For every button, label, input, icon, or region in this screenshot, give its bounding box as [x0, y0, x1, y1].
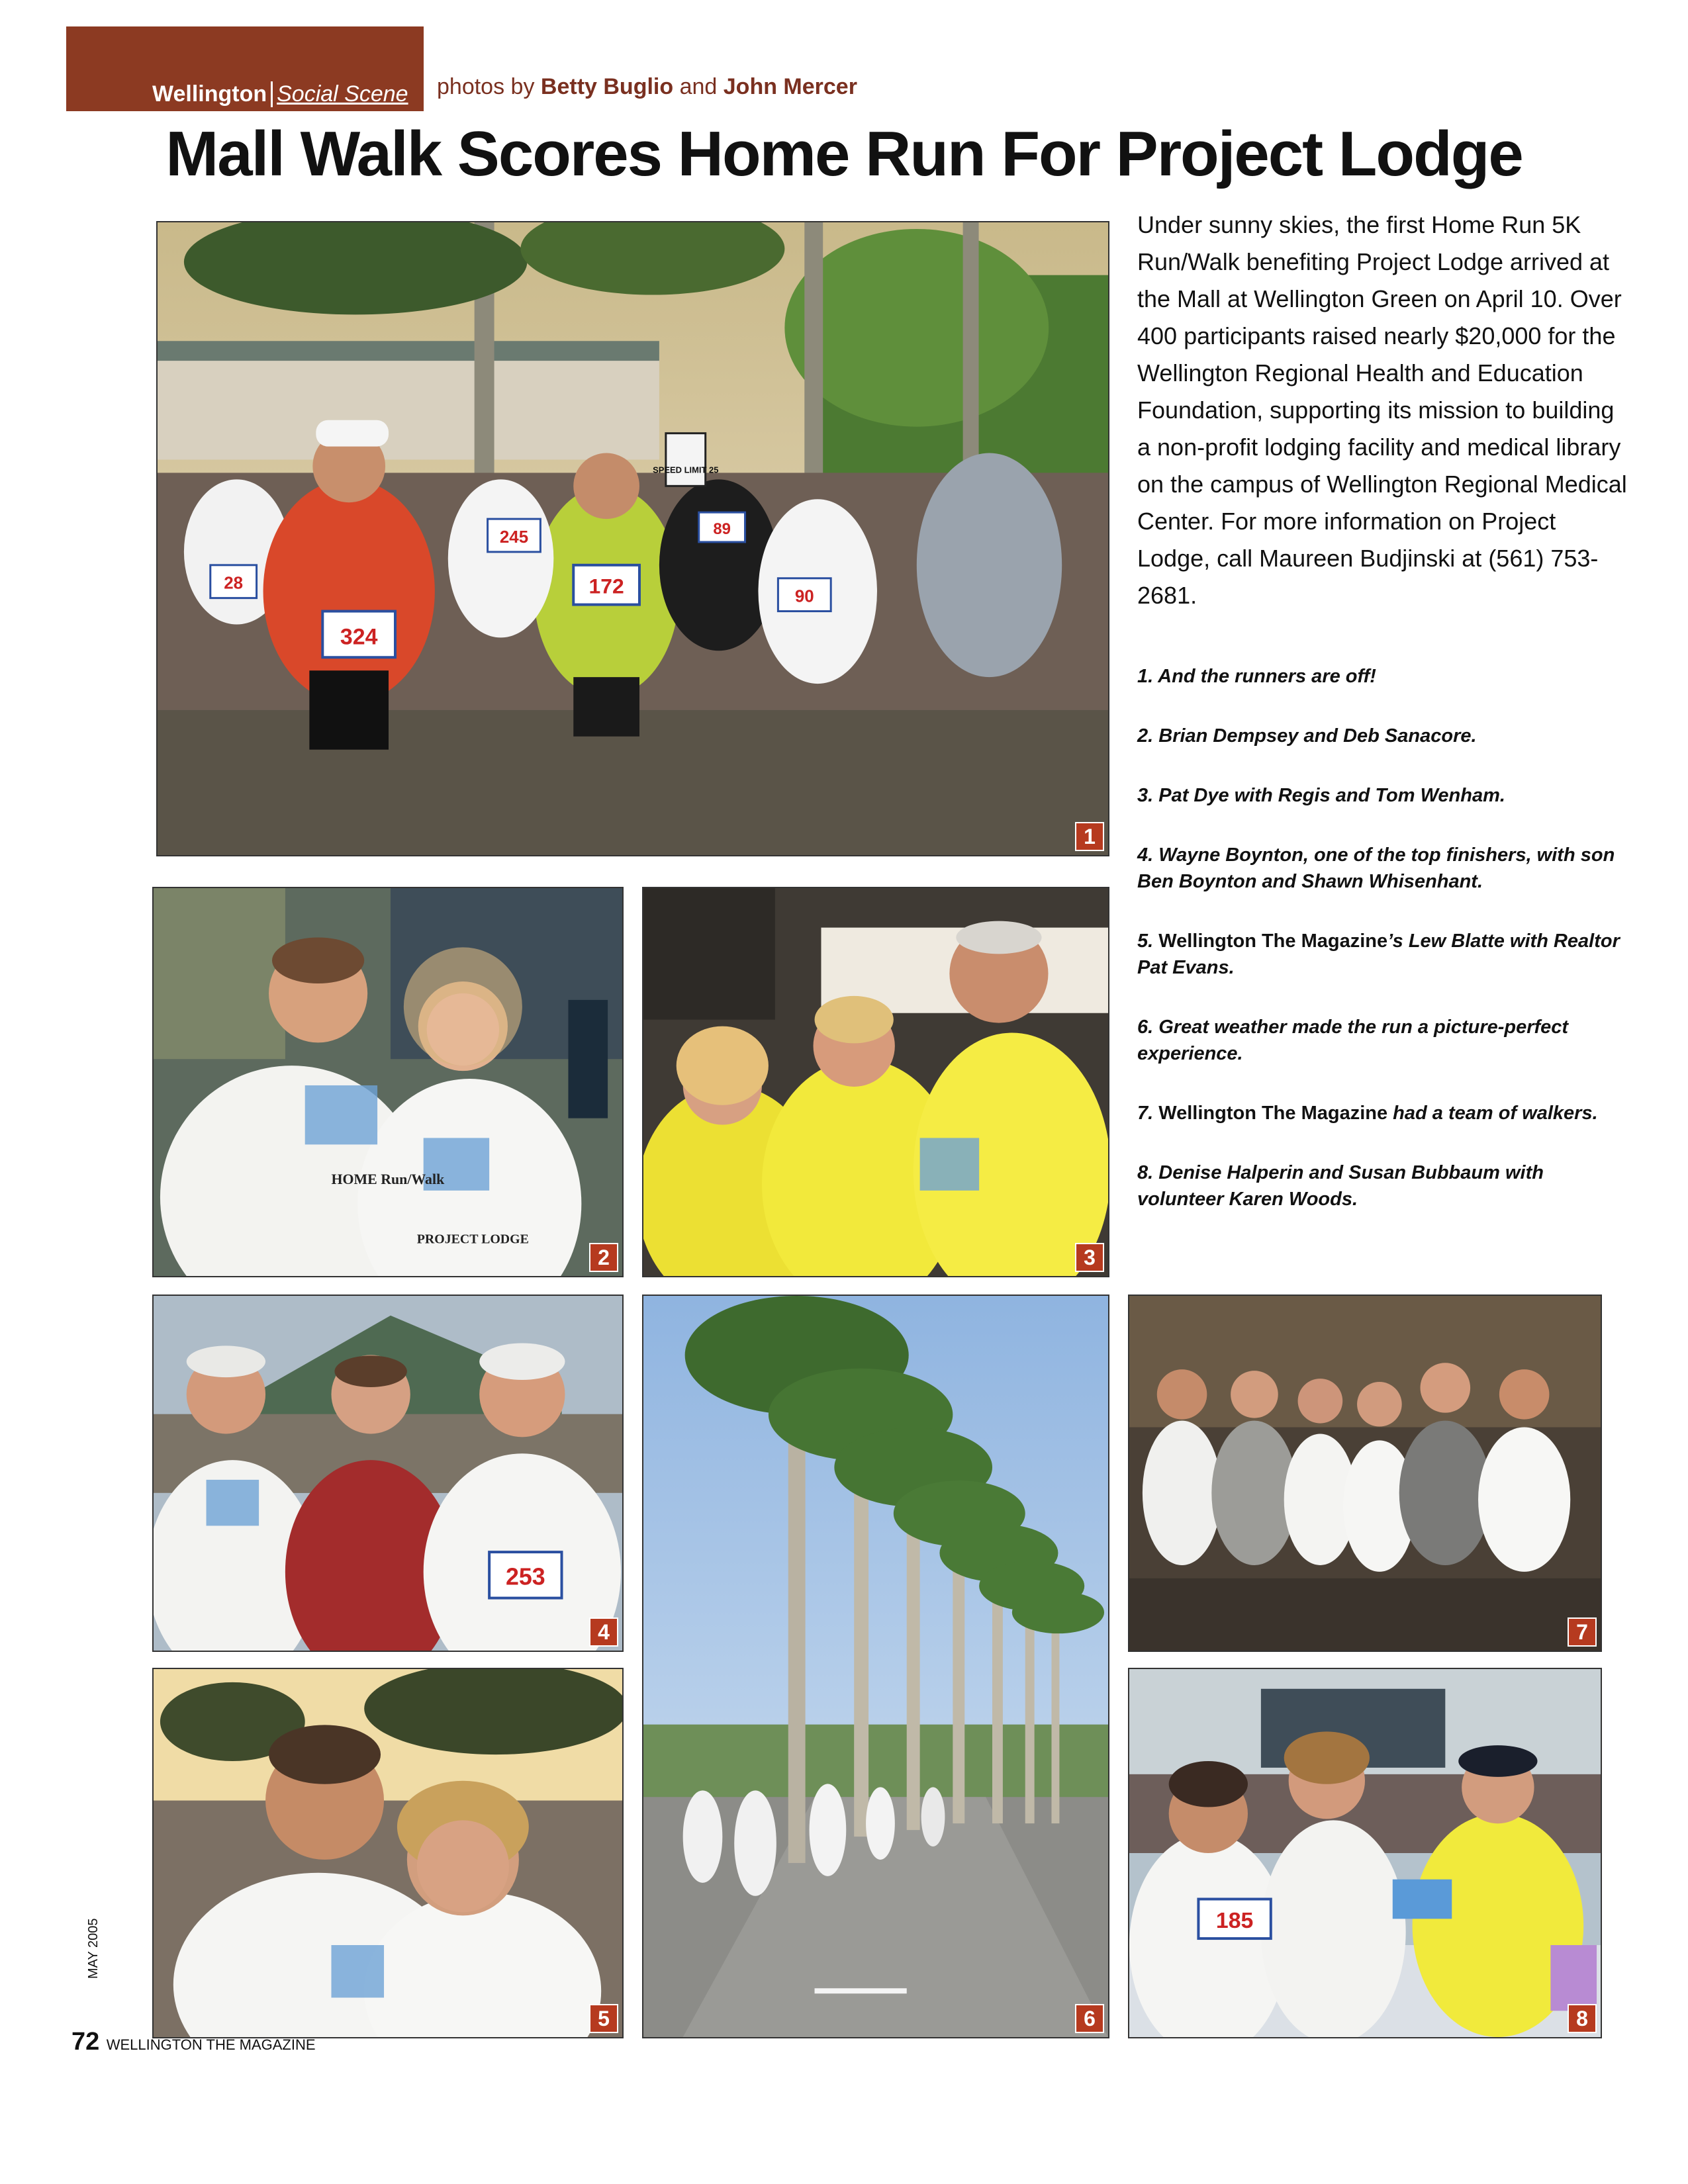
photo-number-6: 6 — [1075, 2004, 1104, 2033]
photographer-2: John Mercer — [723, 74, 857, 99]
photo-5-image — [154, 1669, 622, 2037]
photo-number-5: 5 — [589, 2004, 618, 2033]
section-label — [152, 81, 408, 107]
photo-1-image — [158, 222, 1108, 855]
shirt-text-event: HOME Run/Walk — [331, 1171, 445, 1187]
caption-publication: Wellington The Magazine — [1158, 1103, 1388, 1124]
intro-paragraph: Under sunny skies, the first Home Run 5K Run/Walk benefiting Project Lodge arrived at the Mall at Wellington Green on April 10. Over 400 participants raised nearly $20,000 for the Wellington Regional Health and Education Foundation, supporting its mission to building a non-profit lodging facility and medical library on the campus of Wellington Regional Medical Center. For more information on Project Lodge, call Maureen Budjinski at (561) 753-2681. — [1137, 211, 1627, 609]
bib-89: 89 — [713, 520, 731, 539]
photo-5-couple — [152, 1668, 624, 2038]
subsection-name: Social Scene — [271, 81, 408, 107]
photo-number-7: 7 — [1568, 1617, 1597, 1647]
caption-text: Denise Halperin and Susan Bubbaum with volunteer Karen Woods. — [1137, 1162, 1544, 1210]
bib-324: 324 — [340, 624, 378, 650]
caption-number: 2. — [1137, 725, 1154, 747]
caption-text: Great weather made the run a picture-perfect experience. — [1137, 1017, 1569, 1064]
photographer-1: Betty Buglio — [540, 74, 674, 99]
bib-185: 185 — [1215, 1908, 1254, 1934]
photo-number-3: 3 — [1075, 1243, 1104, 1272]
bib-28: 28 — [224, 574, 244, 593]
section-name: Wellington — [152, 81, 267, 107]
section-band — [66, 26, 424, 111]
caption-2 — [1137, 723, 1627, 749]
shirt-text-project: PROJECT LODGE — [416, 1232, 529, 1247]
photo-4-image — [154, 1296, 622, 1651]
folio — [71, 2028, 316, 2056]
caption-text: And the runners are off! — [1158, 666, 1376, 687]
caption-6 — [1137, 1014, 1627, 1067]
credits-prefix: photos by — [437, 74, 535, 99]
photo-number-4: 4 — [589, 1617, 618, 1647]
caption-7 — [1137, 1100, 1627, 1126]
caption-text: ’s Lew Blatte with Realtor Pat Evans. — [1137, 931, 1620, 978]
caption-number: 3. — [1137, 785, 1154, 806]
caption-text: had a team of walkers. — [1387, 1103, 1598, 1124]
caption-4 — [1137, 842, 1627, 895]
photo-2-image — [154, 888, 622, 1276]
headline: Mall Walk Scores Home Run For Project Lodge — [165, 118, 1523, 189]
caption-list — [1137, 663, 1627, 1246]
credits-and: and — [679, 74, 718, 99]
photo-2-couple — [152, 887, 624, 1277]
photo-6-image — [643, 1296, 1108, 2037]
photo-7-image — [1129, 1296, 1601, 1651]
photo-8-image — [1129, 1669, 1601, 2037]
caption-number: 7. — [1137, 1103, 1154, 1124]
caption-number: 6. — [1137, 1017, 1154, 1038]
caption-text: Brian Dempsey and Deb Sanacore. — [1158, 725, 1477, 747]
page-number: 72 — [71, 2028, 100, 2056]
bib-253: 253 — [505, 1563, 545, 1590]
photo-number-8: 8 — [1568, 2004, 1597, 2033]
photo-3-trio — [642, 887, 1109, 1277]
photo-number-1: 1 — [1075, 822, 1104, 851]
photo-1-runners-start — [156, 221, 1109, 856]
speed-limit-sign: SPEED LIMIT 25 — [653, 465, 719, 475]
caption-publication: Wellington The Magazine — [1158, 931, 1388, 952]
caption-number: 1. — [1137, 666, 1154, 687]
photo-3-image — [643, 888, 1108, 1276]
caption-text: Pat Dye with Regis and Tom Wenham. — [1158, 785, 1505, 806]
bib-172: 172 — [588, 574, 624, 598]
photo-4-trio — [152, 1295, 624, 1652]
caption-number: 5. — [1137, 931, 1154, 952]
caption-5 — [1137, 928, 1627, 981]
caption-number: 8. — [1137, 1162, 1154, 1183]
caption-number: 4. — [1137, 844, 1154, 866]
photo-7-magazine-walkers — [1128, 1295, 1602, 1652]
bib-90: 90 — [794, 587, 814, 606]
photo-8-volunteers — [1128, 1668, 1602, 2038]
bib-245: 245 — [499, 527, 529, 547]
caption-3 — [1137, 782, 1627, 809]
photo-number-2: 2 — [589, 1243, 618, 1272]
issue-date: MAY 2005 — [86, 1918, 101, 1979]
photo-credits — [437, 74, 857, 100]
caption-text: Wayne Boynton, one of the top finishers, with son Ben Boynton and Shawn Whisenhant. — [1137, 844, 1615, 892]
caption-8 — [1137, 1160, 1627, 1212]
photo-6-palm-lined-road — [642, 1295, 1109, 2038]
magazine-name: WELLINGTON THE MAGAZINE — [106, 2036, 316, 2053]
caption-1 — [1137, 663, 1627, 690]
